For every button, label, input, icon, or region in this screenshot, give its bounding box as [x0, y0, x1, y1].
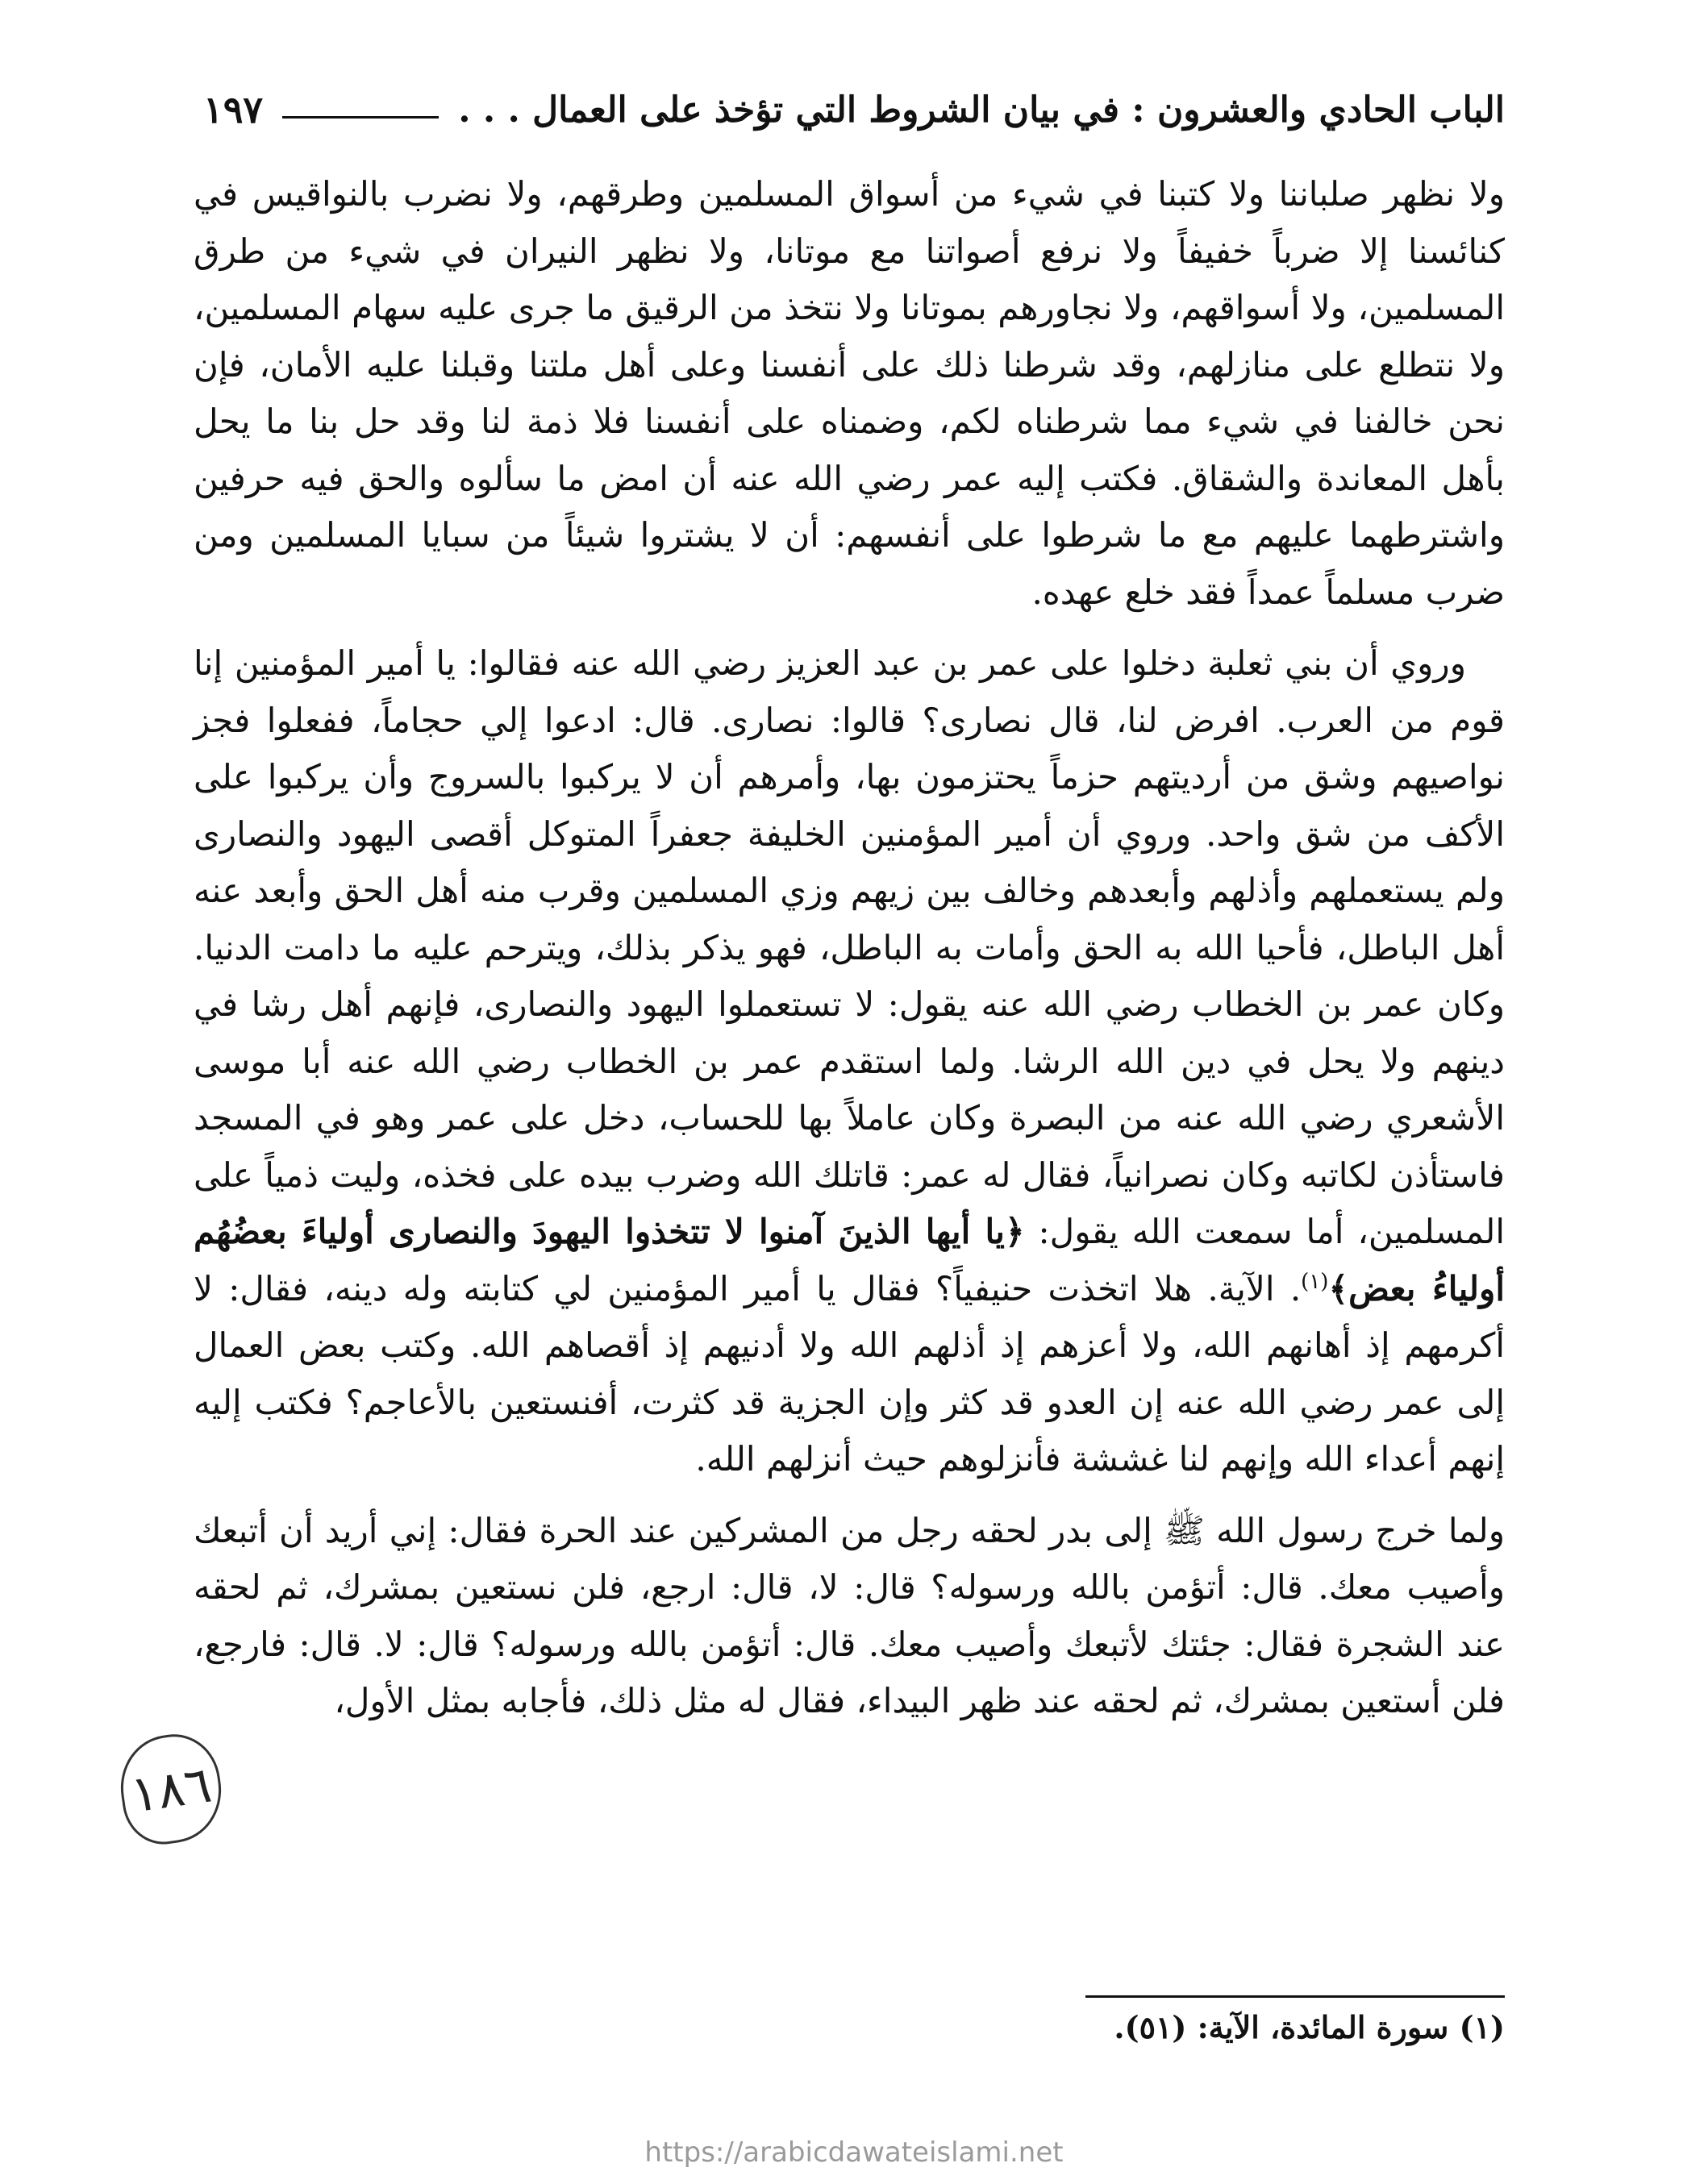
paragraph-2-text: وروي أن بني ثعلبة دخلوا على عمر بن عبد العزيز رضي الله عنه فقالوا: يا أمير المؤمنين إنا قوم من العرب. افرض لنا، قال نصارى؟ قالوا: نصارى. قال: ادعوا إلي حجاماً، ففعلوا فجز نواصيهم وشق من أرديتهم حزماً يحتزمون بها، وأمرهم أن لا يركبوا بالسروج وأن يركبوا على الأكف من شق واحد. وروي أن أمير المؤمنين الخليفة جعفراً المتوكل أقصى اليهود والنصارى ولم يستعملهم وأذلهم وأبعدهم وخالف بين زيهم وزي المسلمين وقرب منه أهل الحق وأبعد عنه أهل الباطل، فأحيا الله به الحق وأمات به الباطل، فهو يذكر بذلك، ويترحم عليه ما دامت الدنيا. وكان عمر بن الخطاب رضي الله عنه يقول: لا تستعملوا اليهود والنصارى، فإنهم أهل رشا في دينهم ولا يحل في دين الله الرشا. ولما استقدم عمر بن الخطاب رضي الله عنه أبا موسى الأشعري رضي الله عنه من البصرة وكان عاملاً بها للحساب، دخل على عمر وهو في المسجد فاستأذن لكاتبه وكان نصرانياً، فقال له عمر: قاتلك الله وضرب بيده على فخذه، وليت ذمياً على المسلمين، أما سمعت الله يقول:: [194, 643, 1505, 1251]
footnote-divider: [1085, 1995, 1505, 1998]
footnote-reference[interactable]: (١): [1301, 1269, 1329, 1294]
page-number: ١٩٧: [203, 88, 264, 131]
paragraph-2-continuation: . الآية. هلا اتخذت حنيفياً؟ فقال يا أمير المؤمنين لي كتابته وله دينه، فقال: لا أكرمهم إذ أهانهم الله، ولا أعزهم إذ أذلهم الله ولا أدنيهم إذ أقصاهم الله. وكتب بعض العمال إلى عمر رضي الله عنه إن العدو قد كثر وإن الجزية قد كثرت، أفنستعين بالأعاجم؟ فكتب إليه إنهم أعداء الله وإنهم لنا غششة فأنزلوهم حيث أنزلهم الله.: [194, 1268, 1505, 1479]
website-watermark: https://arabicdawateislami.net: [644, 2136, 1064, 2169]
header-rule: [282, 116, 439, 119]
running-head: [203, 77, 1505, 142]
quran-verse: ﴿يا أيها الذينَ آمنوا لا تتخذوا اليهودَ والنصارى أولياءَ بعضُهُم أولياءُ بعض﴾: [194, 1212, 1505, 1308]
paragraph-1: ولا نظهر صلباننا ولا كتبنا في شيء من أسواق المسلمين وطرقهم، ولا نضرب بالنواقيس في كنائسنا إلا ضرباً خفيفاً ولا نرفع أصواتنا مع موتانا، ولا نظهر النيران في شيء من طرق المسلمين، ولا أسواقهم، ولا نجاورهم بموتانا ولا نتخذ من الرقيق ما جرى عليه سهام المسلمين، ولا نتطلع على منازلهم، وقد شرطنا ذلك على أنفسنا وعلى أهل ملتنا وقبلنا عليه الأمان، فإن نحن خالفنا في شيء مما شرطناه لكم، وضمناه على أنفسنا فلا ذمة لنا وقد حل بنا ما يحل بأهل المعاندة والشقاق. فكتب إليه عمر رضي الله عنه أن امض ما سألوه والحق فيه حرفين واشترطهما عليهم مع ما شرطوا على أنفسهم: أن لا يشتروا شيئاً من سبايا المسلمين ومن ضرب مسلماً عمداً فقد خلع عهده.: [194, 174, 1505, 612]
footnote: (١) سورة المائدة، الآية: (٥١).: [1114, 2009, 1505, 2045]
paragraph-2: [194, 635, 1505, 1488]
body-text: [194, 166, 1505, 1745]
chapter-title: الباب الحادي والعشرون : في بيان الشروط التي تؤخذ على العمال . . .: [458, 89, 1505, 131]
paragraph-3: ولما خرج رسول الله ﷺ إلى بدر لحقه رجل من المشركين عند الحرة فقال: إني أريد أن أتبعك وأصيب معك. قال: أتؤمن بالله ورسوله؟ قال: لا، قال: ارجع، فلن نستعين بمشرك، ثم لحقه عند الشجرة فقال: جئتك لأتبعك وأصيب معك. قال: أتؤمن بالله ورسوله؟ قال: لا. قال: فارجع، فلن أستعين بمشرك، ثم لحقه عند ظهر البيداء، فقال له مثل ذلك، فأجابه بمثل الأول،: [194, 1510, 1505, 1720]
handwritten-margin-note: ١٨٦: [114, 1728, 227, 1849]
